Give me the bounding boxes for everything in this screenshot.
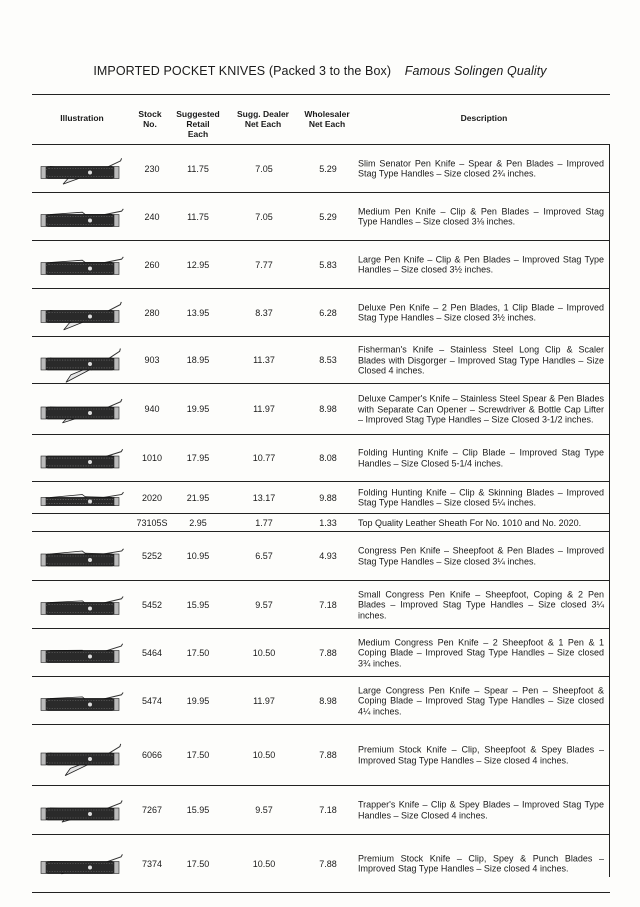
premium-stock-knife-icon bbox=[32, 725, 128, 785]
wholesaler-price: 9.88 bbox=[319, 492, 337, 503]
retail-price: 12.95 bbox=[186, 259, 210, 270]
leather-sheath-icon bbox=[32, 514, 128, 531]
wholesaler-price: 7.88 bbox=[319, 647, 337, 658]
wholesaler-price: 1.33 bbox=[319, 517, 337, 528]
table-row bbox=[32, 514, 610, 532]
stock-number: 260 bbox=[144, 259, 160, 270]
large-congress-knife-icon bbox=[32, 677, 128, 724]
retail-price: 17.50 bbox=[186, 749, 210, 760]
header-wholesaler: Wholesaler Net Each bbox=[304, 109, 350, 129]
table-row bbox=[32, 786, 610, 835]
stock-number: 6066 bbox=[141, 749, 163, 760]
dealer-price: 10.50 bbox=[252, 749, 276, 760]
wholesaler-price: 7.18 bbox=[319, 599, 337, 610]
medium-congress-knife-icon bbox=[32, 629, 128, 676]
dealer-price: 11.97 bbox=[253, 403, 275, 414]
retail-price: 15.95 bbox=[186, 599, 210, 610]
wholesaler-price: 8.98 bbox=[319, 695, 337, 706]
dealer-price: 6.57 bbox=[255, 550, 273, 561]
description: Premium Stock Knife – Clip, Spey & Punch Blades – Improved Stag Type Handles – Size closed 4 inches. bbox=[358, 853, 604, 874]
stock-number: 5252 bbox=[141, 550, 163, 561]
retail-price: 17.95 bbox=[186, 452, 210, 463]
table-row bbox=[32, 241, 610, 289]
retail-price: 17.50 bbox=[186, 647, 210, 658]
top-rule bbox=[32, 94, 610, 95]
stock-number: 5474 bbox=[141, 695, 163, 706]
stock-number: 1010 bbox=[141, 452, 163, 463]
description: Folding Hunting Knife – Clip & Skinning Blades – Improved Stag Type Handles – Size closed 5¼ inches. bbox=[358, 487, 604, 508]
header-dealer: Sugg. Dealer Net Each bbox=[237, 109, 289, 129]
table-row bbox=[32, 145, 610, 193]
description: Congress Pen Knife – Sheepfoot & Pen Blades – Improved Stag Type Handles – Size closed 3¼ inches. bbox=[358, 545, 604, 566]
description: Medium Congress Pen Knife – 2 Sheepfoot & 1 Pen & 1 Coping Blade – Improved Stag Type Handles – Size closed 3¾ inches. bbox=[358, 636, 604, 668]
retail-price: 10.95 bbox=[186, 550, 210, 561]
wholesaler-price: 7.88 bbox=[319, 749, 337, 760]
premium-stock-punch-knife-icon bbox=[32, 835, 128, 892]
retail-price: 19.95 bbox=[186, 695, 210, 706]
dealer-price: 8.37 bbox=[255, 307, 273, 318]
fisherman-knife-icon bbox=[32, 337, 128, 383]
retail-price: 15.95 bbox=[186, 804, 210, 815]
header-stock: Stock No. bbox=[138, 109, 162, 129]
dealer-price: 9.57 bbox=[255, 804, 273, 815]
wholesaler-price: 4.93 bbox=[319, 550, 337, 561]
camper-knife-icon bbox=[32, 384, 128, 434]
medium-pen-knife-icon bbox=[32, 193, 128, 240]
small-congress-knife-icon bbox=[32, 581, 128, 628]
retail-price: 21.95 bbox=[186, 492, 210, 503]
wholesaler-price: 5.29 bbox=[319, 163, 337, 174]
dealer-price: 10.77 bbox=[252, 452, 276, 463]
table-row bbox=[32, 289, 610, 337]
description: Trapper's Knife – Clip & Spey Blades – Improved Stag Type Handles – Size Closed 4 inches. bbox=[358, 799, 604, 820]
retail-price: 17.50 bbox=[186, 858, 210, 869]
catalog-title: IMPORTED POCKET KNIVES (Packed 3 to the Box) bbox=[93, 64, 392, 78]
wholesaler-price: 5.83 bbox=[319, 259, 337, 270]
stock-number: 7374 bbox=[141, 858, 163, 869]
congress-pen-knife-icon bbox=[32, 532, 128, 580]
retail-price: 13.95 bbox=[186, 307, 210, 318]
slim-senator-knife-icon bbox=[32, 145, 128, 192]
stock-number: 240 bbox=[144, 211, 160, 222]
product-table bbox=[32, 145, 610, 893]
dealer-price: 13.17 bbox=[252, 492, 276, 503]
dealer-price: 10.50 bbox=[252, 858, 276, 869]
table-right-border bbox=[609, 145, 610, 877]
dealer-price: 11.97 bbox=[253, 695, 275, 706]
description: Premium Stock Knife – Clip, Sheepfoot & Spey Blades – Improved Stag Type Handles – Size closed 4 inches. bbox=[358, 744, 604, 765]
wholesaler-price: 8.98 bbox=[319, 403, 337, 414]
description: Deluxe Pen Knife – 2 Pen Blades, 1 Clip Blade – Improved Stag Type Handles – Size closed 3½ inches. bbox=[358, 302, 604, 323]
table-row bbox=[32, 677, 610, 725]
trapper-knife-icon bbox=[32, 786, 128, 834]
description: Fisherman's Knife – Stainless Steel Long Clip & Scaler Blades with Disgorger – Improved Stag Type Handles – Size Closed 4 inches. bbox=[358, 344, 604, 376]
stock-number: 73105S bbox=[136, 517, 168, 528]
table-row bbox=[32, 337, 610, 384]
table-row bbox=[32, 725, 610, 786]
stock-number: 7267 bbox=[141, 804, 163, 815]
dealer-price: 7.05 bbox=[255, 163, 273, 174]
header-retail: Suggested Retail Each bbox=[176, 109, 220, 139]
wholesaler-price: 8.53 bbox=[319, 354, 337, 365]
stock-number: 2020 bbox=[141, 492, 163, 503]
table-row bbox=[32, 581, 610, 629]
page-title bbox=[0, 64, 640, 78]
header-description: Description bbox=[460, 113, 508, 123]
retail-price: 11.75 bbox=[187, 211, 209, 222]
description: Large Pen Knife – Clip & Pen Blades – Improved Stag Type Handles – Size closed 3½ inches. bbox=[358, 254, 604, 275]
dealer-price: 10.50 bbox=[252, 647, 276, 658]
stock-number: 5464 bbox=[141, 647, 163, 658]
header-illustration: Illustration bbox=[60, 113, 104, 123]
dealer-price: 1.77 bbox=[255, 517, 273, 528]
table-row bbox=[32, 384, 610, 435]
wholesaler-price: 7.18 bbox=[319, 804, 337, 815]
stock-number: 940 bbox=[144, 403, 160, 414]
table-row bbox=[32, 482, 610, 514]
large-pen-knife-icon bbox=[32, 241, 128, 288]
retail-price: 19.95 bbox=[186, 403, 210, 414]
description: Deluxe Camper's Knife – Stainless Steel Spear & Pen Blades with Separate Can Opener – Screwdriver & Bottle Cap Lifter – Improved Stag Type Handles – Size Closed 3-1/2 inches. bbox=[358, 393, 604, 425]
table-row bbox=[32, 835, 610, 893]
dealer-price: 7.77 bbox=[255, 259, 273, 270]
table-row bbox=[32, 435, 610, 482]
dealer-price: 9.57 bbox=[255, 599, 273, 610]
description: Top Quality Leather Sheath For No. 1010 and No. 2020. bbox=[358, 517, 582, 528]
wholesaler-price: 6.28 bbox=[319, 307, 337, 318]
retail-price: 2.95 bbox=[189, 517, 207, 528]
wholesaler-price: 7.88 bbox=[319, 858, 337, 869]
dealer-price: 11.37 bbox=[253, 354, 275, 365]
table-row bbox=[32, 532, 610, 581]
wholesaler-price: 5.29 bbox=[319, 211, 337, 222]
wholesaler-price: 8.08 bbox=[319, 452, 337, 463]
deluxe-pen-knife-icon bbox=[32, 289, 128, 336]
description: Small Congress Pen Knife – Sheepfoot, Coping & 2 Pen Blades – Improved Stag Type Handles – Size closed 3¼ inches. bbox=[358, 588, 604, 620]
hunting-skinning-knife-icon bbox=[32, 482, 128, 513]
stock-number: 5452 bbox=[141, 599, 163, 610]
description: Slim Senator Pen Knife – Spear & Pen Blades – Improved Stag Type Handles – Size closed 2¾ inches. bbox=[358, 158, 604, 179]
description: Medium Pen Knife – Clip & Pen Blades – Improved Stag Type Handles – Size closed 3⅛ inches. bbox=[358, 206, 604, 227]
stock-number: 230 bbox=[144, 163, 160, 174]
retail-price: 18.95 bbox=[186, 354, 210, 365]
folding-hunting-knife-icon bbox=[32, 435, 128, 481]
table-header bbox=[32, 100, 610, 145]
description: Folding Hunting Knife – Clip Blade – Improved Stag Type Handles – Size Closed 5-1/4 inches. bbox=[358, 447, 604, 468]
quality-tagline: Famous Solingen Quality bbox=[404, 64, 547, 78]
description: Large Congress Pen Knife – Spear – Pen – Sheepfoot & Coping Blade – Improved Stag Type Handles – Size closed 4¼ inches. bbox=[358, 684, 604, 716]
stock-number: 280 bbox=[144, 307, 160, 318]
table-row bbox=[32, 629, 610, 677]
dealer-price: 7.05 bbox=[255, 211, 273, 222]
table-row bbox=[32, 193, 610, 241]
retail-price: 11.75 bbox=[187, 163, 209, 174]
stock-number: 903 bbox=[144, 354, 160, 365]
